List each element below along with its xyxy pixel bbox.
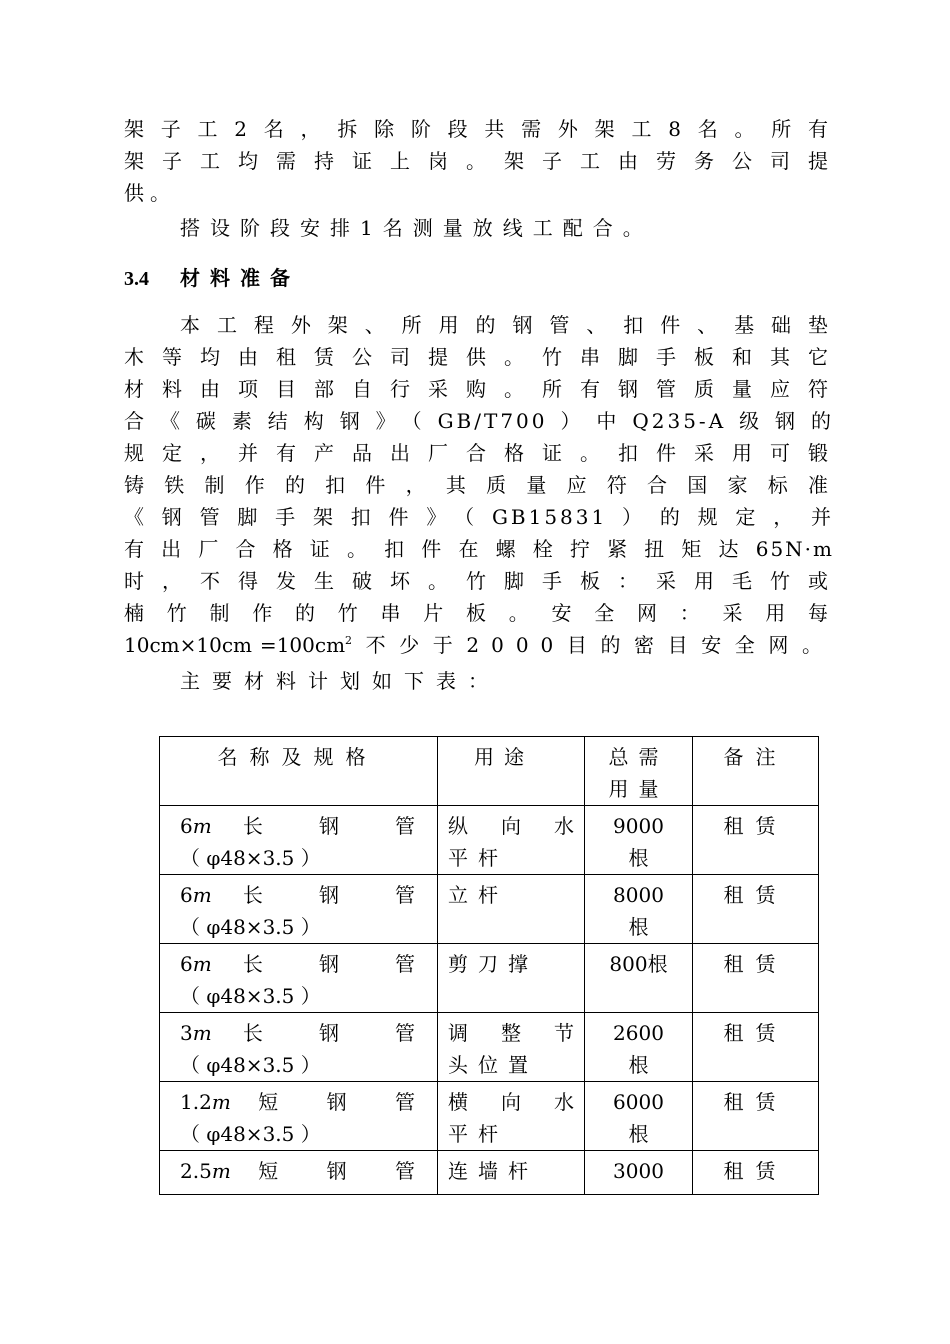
item-use-line2: 平杆: [448, 846, 508, 870]
item-name: 1.2m 短 钢 管: [180, 1090, 416, 1114]
item-use-line1: 立杆: [448, 883, 508, 907]
para3-line11: [124, 629, 834, 661]
para1-line2: 架子工均需持证上岗。架子工由劳务公司提: [124, 149, 834, 173]
item-note: 租赁: [693, 1151, 819, 1195]
item-spec: （ φ48×3.5 ）: [180, 984, 321, 1008]
item-note: 租赁: [693, 944, 819, 1013]
table-row: [160, 1151, 819, 1195]
item-qty: 800根: [609, 952, 668, 976]
item-qty-unit: 根: [628, 915, 649, 939]
item-use-line1: 连墙杆: [448, 1159, 538, 1183]
item-use-line1: 调整节: [448, 1021, 574, 1045]
item-note: 租赁: [693, 1082, 819, 1151]
item-qty: 9000: [613, 814, 664, 838]
item-use-line2: 平杆: [448, 1122, 508, 1146]
item-name: 6m 长 钢 管: [180, 814, 415, 838]
table-row: [160, 875, 819, 944]
item-spec: （ φ48×3.5 ）: [180, 1122, 321, 1146]
para3-line4: 合《碳素结构钢》（GB/T700）中Q235-A级钢的: [124, 409, 834, 433]
table-row: [160, 1013, 819, 1082]
para3-line2: 木等均由租赁公司提供。竹串脚手板和其它: [124, 345, 834, 369]
item-name: 6m 长 钢 管: [180, 952, 415, 976]
para3-line7: 《钢管脚手架扣件》（GB15831）的规定，并: [124, 505, 834, 529]
materials-table: [159, 736, 819, 1195]
item-use-line1: 纵向水: [448, 814, 574, 838]
header-use: 用途: [474, 745, 534, 769]
table-row: [160, 1082, 819, 1151]
table-row: [160, 806, 819, 875]
item-qty: 3000: [613, 1159, 664, 1183]
header-qty-line2: 用量: [608, 777, 669, 801]
mesh-desc-text: 不少于2000目的密目安全网。: [364, 633, 834, 657]
item-note: 租赁: [693, 1013, 819, 1082]
item-qty-unit: 根: [628, 1122, 649, 1146]
para3-line3: 材料由项目部自行采购。所有钢管质量应符: [124, 377, 834, 401]
item-qty: 2600: [613, 1021, 664, 1045]
header-name-spec: 名称及规格: [160, 737, 438, 806]
item-use-line1: 剪刀撑: [448, 952, 538, 976]
para3-line8: 有出厂合格证。扣件在螺栓拧紧扭矩达65N·m: [124, 537, 834, 561]
mesh-size-text: 10cm×10cm =100cm: [124, 633, 346, 657]
para1-line1: 架子工2名，拆除阶段共需外架工8名。所有: [124, 117, 834, 141]
item-spec: （ φ48×3.5 ）: [180, 846, 321, 870]
para2-line1: 搭设阶段安排1名测量放线工配合。: [180, 216, 653, 240]
item-spec: （ φ48×3.5 ）: [180, 1053, 321, 1077]
section-heading: [124, 262, 300, 295]
para3-line10: 楠竹制作的竹串片板。安全网：采用每: [124, 601, 834, 625]
item-spec: （ φ48×3.5 ）: [180, 915, 321, 939]
table-row: [160, 944, 819, 1013]
item-note: 租赁: [693, 806, 819, 875]
item-use-line1: 横向水: [448, 1090, 574, 1114]
item-qty: 6000: [613, 1090, 664, 1114]
item-qty: 8000: [613, 883, 664, 907]
item-qty-unit: 根: [628, 846, 649, 870]
header-note: 备注: [693, 737, 819, 806]
item-note: 租赁: [693, 875, 819, 944]
item-name: 3m 长 钢 管: [180, 1021, 415, 1045]
superscript-2: 2: [345, 634, 353, 647]
table-header-row: [160, 737, 819, 806]
item-use-line2: 头位置: [448, 1053, 538, 1077]
item-name: 2.5m 短 钢 管: [180, 1159, 416, 1183]
para3-line9: 时，不得发生破坏。竹脚手板：采用毛竹或: [124, 569, 834, 593]
header-qty-line1: 总需: [608, 745, 669, 769]
para4-line1: 主要材料计划如下表：: [180, 669, 500, 693]
para1-line3: 供。: [124, 181, 176, 205]
para3-line6: 铸铁制作的扣件，其质量应符合国家标准: [124, 473, 834, 497]
para3-line1: 本工程外架、所用的钢管、扣件、基础垫: [180, 313, 834, 337]
section-title: 材料准备: [180, 266, 300, 290]
section-number: 3.4: [124, 268, 149, 290]
item-name: 6m 长 钢 管: [180, 883, 415, 907]
para3-line5: 规定，并有产品出厂合格证。扣件采用可锻: [124, 441, 834, 465]
item-qty-unit: 根: [628, 1053, 649, 1077]
